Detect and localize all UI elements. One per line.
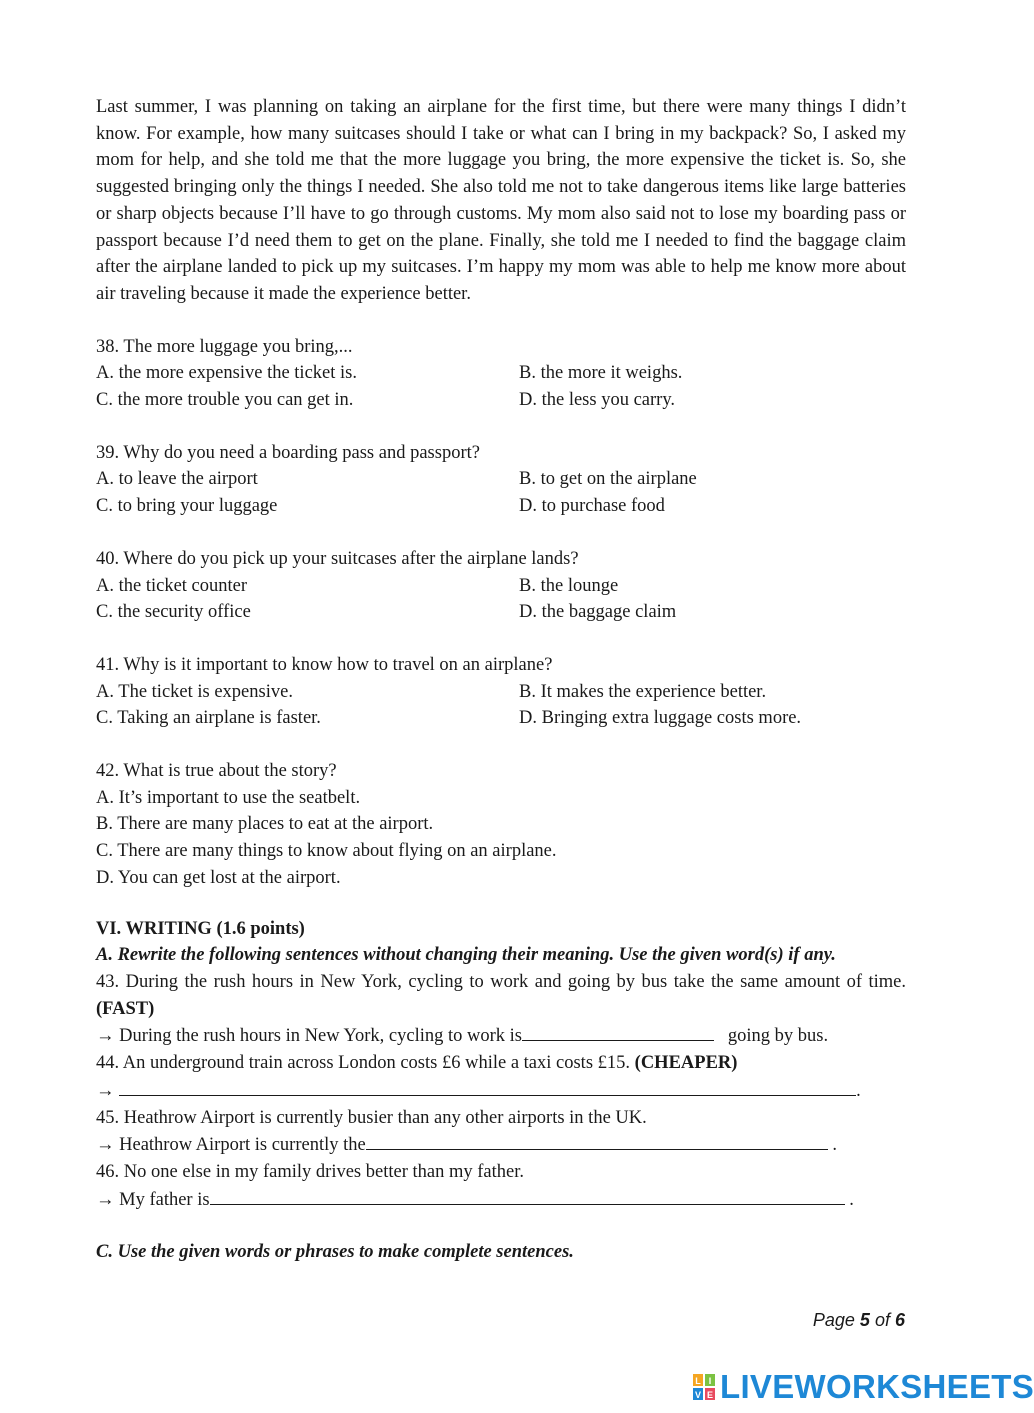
svg-text:E: E [706, 1390, 714, 1400]
option-b: B. the lounge [519, 575, 619, 596]
answer-suffix: . [856, 1080, 861, 1101]
question-46: 46. No one else in my family drives better than my father. [96, 1161, 524, 1182]
liveworksheets-logo-icon [692, 1372, 716, 1402]
answer-suffix: going by bus. [727, 1026, 829, 1047]
option-d: D. to purchase food [519, 496, 665, 517]
answer-prefix: → [96, 1080, 115, 1101]
page-number: Page 5 of 6 [812, 1310, 905, 1330]
question-stem: 39. Why do you need a boarding pass and passport? [96, 442, 480, 463]
answer-blank[interactable] [522, 1022, 714, 1041]
option-a: A. The ticket is expensive. [96, 681, 293, 702]
instruction-c: C. Use the given words or phrases to make complete sentences. [96, 1242, 574, 1263]
answer-suffix: . [849, 1189, 854, 1210]
option-b: B. It makes the experience better. [519, 681, 767, 702]
option-a: A. the ticket counter [96, 575, 248, 596]
option-c: C. There are many things to know about flying on an airplane. [96, 841, 557, 862]
svg-text:L: L [695, 1376, 701, 1386]
option-d: D. You can get lost at the airport. [96, 867, 341, 888]
question-44 [96, 1050, 906, 1077]
question-stem: 42. What is true about the story? [96, 761, 337, 782]
option-b: B. to get on the airplane [519, 469, 697, 490]
reading-passage: Last summer, I was planning on taking an airplane for the first time, but there were many things I didn’t know. For example, how many suitcases should I take or what can I bring in my backpack? So, I asked my mom for help, and she told me that the more luggage you bring, the more expensive the ticket is. So, she suggested bringing only the things I needed. She also told me not to take dangerous items like large batteries or sharp objects because I’ll have to go through customs. My mom also said not to lose my boarding pass or passport because I’d need them to get on the plane. Finally, she told me I needed to find the baggage claim after the airplane landed to pick up my suitcases. I’m happy my mom was able to help me know more about air traveling because it made the experience better. [96, 97, 906, 304]
keyword: (FAST) [96, 998, 155, 1019]
question-45: 45. Heathrow Airport is currently busier than any other airports in the UK. [96, 1107, 647, 1128]
writing-section [96, 916, 906, 1266]
option-c: C. Taking an airplane is faster. [96, 708, 321, 729]
question-38 [96, 334, 906, 414]
question-43 [96, 969, 906, 1022]
answer-prefix: → During the rush hours in New York, cycling to work is [96, 1026, 522, 1047]
question-text: 44. An underground train across London costs £6 while a taxi costs £15. [96, 1053, 631, 1074]
answer-suffix: . [832, 1135, 837, 1156]
answer-46 [96, 1186, 906, 1214]
liveworksheets-brand[interactable] [692, 1369, 1034, 1405]
answer-blank[interactable] [119, 1077, 856, 1096]
question-41 [96, 652, 906, 732]
keyword: (CHEAPER) [634, 1053, 738, 1074]
option-d: D. Bringing extra luggage costs more. [519, 708, 802, 729]
option-c: C. to bring your luggage [96, 496, 278, 517]
question-39 [96, 440, 906, 520]
answer-prefix: → My father is [96, 1189, 210, 1210]
answer-45 [96, 1131, 906, 1159]
question-42 [96, 758, 906, 892]
question-stem: 41. Why is it important to know how to travel on an airplane? [96, 654, 553, 675]
question-text: 43. During the rush hours in New York, cycling to work and going by bus take the same amount of time. [96, 971, 906, 992]
option-a: A. to leave the airport [96, 469, 258, 490]
answer-blank[interactable] [366, 1131, 828, 1150]
option-c: C. the security office [96, 602, 251, 623]
answer-43 [96, 1022, 906, 1050]
question-stem: 38. The more luggage you bring,... [96, 336, 353, 357]
section-heading: VI. WRITING (1.6 points) [96, 918, 305, 939]
answer-blank[interactable] [210, 1186, 845, 1205]
instruction-a: A. Rewrite the following sentences without changing their meaning. Use the given word(s) if any. [96, 945, 836, 966]
option-a: A. the more expensive the ticket is. [96, 363, 357, 384]
question-stem: 40. Where do you pick up your suitcases after the airplane lands? [96, 548, 579, 569]
svg-text:I: I [708, 1376, 712, 1386]
worksheet-page [96, 94, 906, 1266]
option-d: D. the baggage claim [519, 602, 677, 623]
option-b: B. There are many places to eat at the airport. [96, 814, 434, 835]
option-a: A. It’s important to use the seatbelt. [96, 787, 361, 808]
answer-prefix: → Heathrow Airport is currently the [96, 1135, 366, 1156]
answer-44 [96, 1077, 906, 1105]
brand-name: LIVEWORKSHEETS [720, 1368, 1034, 1405]
option-b: B. the more it weighs. [519, 363, 683, 384]
question-40 [96, 546, 906, 626]
option-c: C. the more trouble you can get in. [96, 390, 354, 411]
option-d: D. the less you carry. [519, 390, 676, 411]
svg-text:V: V [694, 1390, 702, 1400]
